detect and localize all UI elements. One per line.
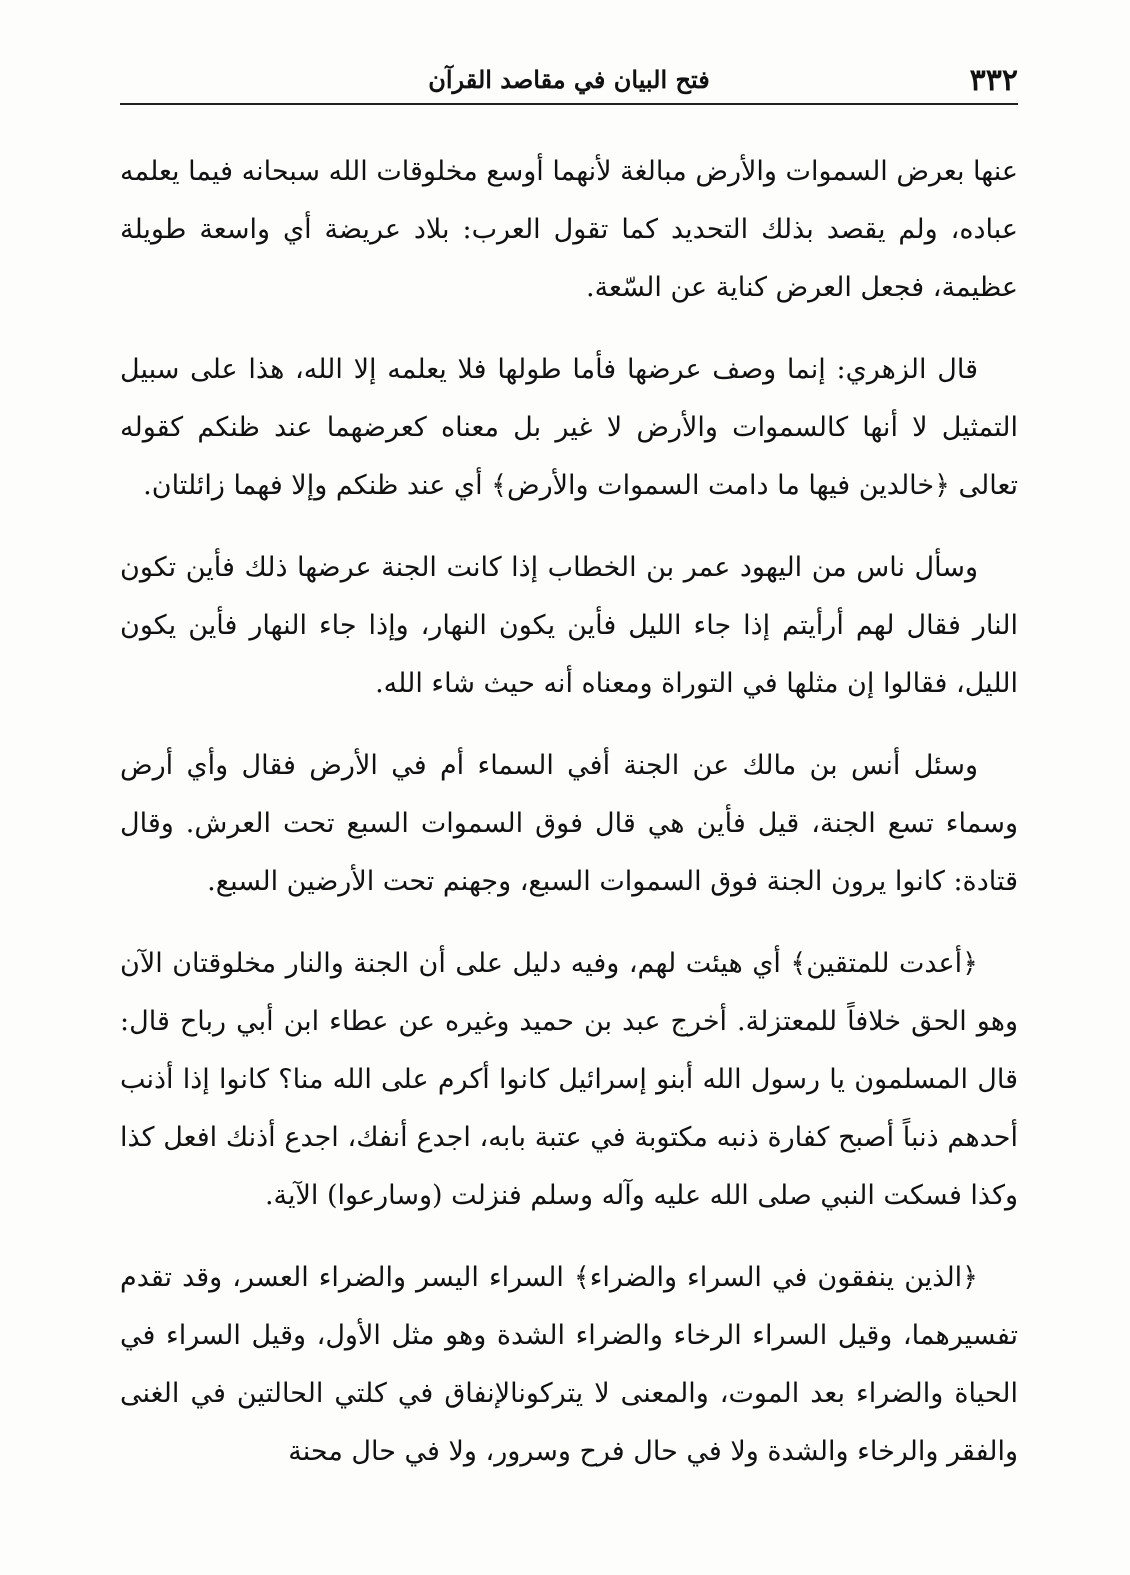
- page-body: [120, 143, 1018, 1481]
- paragraph-3: وسأل ناس من اليهود عمر بن الخطاب إذا كانت الجنة عرضها ذلك فأين تكون النار فقال لهم أرأيتم إذا جاء الليل فأين يكون النهار، وإذا جاء النهار فأين يكون الليل، فقالوا إن مثلها في التوراة ومعناه أنه حيث شاء الله.: [120, 552, 1018, 699]
- paragraph-2: قال الزهري: إنما وصف عرضها فأما طولها فلا يعلمه إلا الله، هذا على سبيل التمثيل لا أنها كالسموات والأرض لا غير بل معناه كعرضهما عند ظنكم كقوله تعالى ﴿خالدين فيها ما دامت السموات والأرض﴾ أي عند ظنكم وإلا فهما زائلتان.: [120, 354, 1018, 501]
- paragraph-4: وسئل أنس بن مالك عن الجنة أفي السماء أم في الأرض فقال وأي أرض وسماء تسع الجنة، قيل فأين هي قال فوق السموات السبع تحت العرش. وقال قتادة: كانوا يرون الجنة فوق السموات السبع، وجهنم تحت الأرضين السبع.: [120, 750, 1018, 897]
- running-title: فتح البيان في مقاصد القرآن: [428, 65, 710, 94]
- page-number: ٣٣٢: [969, 63, 1018, 98]
- book-page: [120, 55, 1018, 1555]
- paragraph-5: ﴿أعدت للمتقين﴾ أي هيئت لهم، وفيه دليل على أن الجنة والنار مخلوقتان الآن وهو الحق خلافاً للمعتزلة. أخرج عبد بن حميد وغيره عن عطاء ابن أبي رباح قال: قال المسلمون يا رسول الله أبنو إسرائيل كانوا أكرم على الله منا؟ كانوا إذا أذنب أحدهم ذنباً أصبح كفارة ذنبه مكتوبة في عتبة بابه، اجدع أنفك، اجدع أذنك افعل كذا وكذا فسكت النبي صلى الله عليه وآله وسلم فنزلت (وسارعوا) الآية.: [120, 948, 1018, 1211]
- page-header: [120, 55, 1018, 105]
- paragraph-6: ﴿الذين ينفقون في السراء والضراء﴾ السراء اليسر والضراء العسر، وقد تقدم تفسيرهما، وقيل السراء الرخاء والضراء الشدة وهو مثل الأول، وقيل السراء في الحياة والضراء بعد الموت، والمعنى لا يتركونالإنفاق في كلتي الحالتين في الغنى والفقر والرخاء والشدة ولا في حال فرح وسرور، ولا في حال محنة: [120, 1262, 1018, 1467]
- paragraph-1: عنها بعرض السموات والأرض مبالغة لأنهما أوسع مخلوقات الله سبحانه فيما يعلمه عباده، ولم يقصد بذلك التحديد كما تقول العرب: بلاد عريضة أي واسعة طويلة عظيمة، فجعل العرض كناية عن السّعة.: [120, 156, 1018, 303]
